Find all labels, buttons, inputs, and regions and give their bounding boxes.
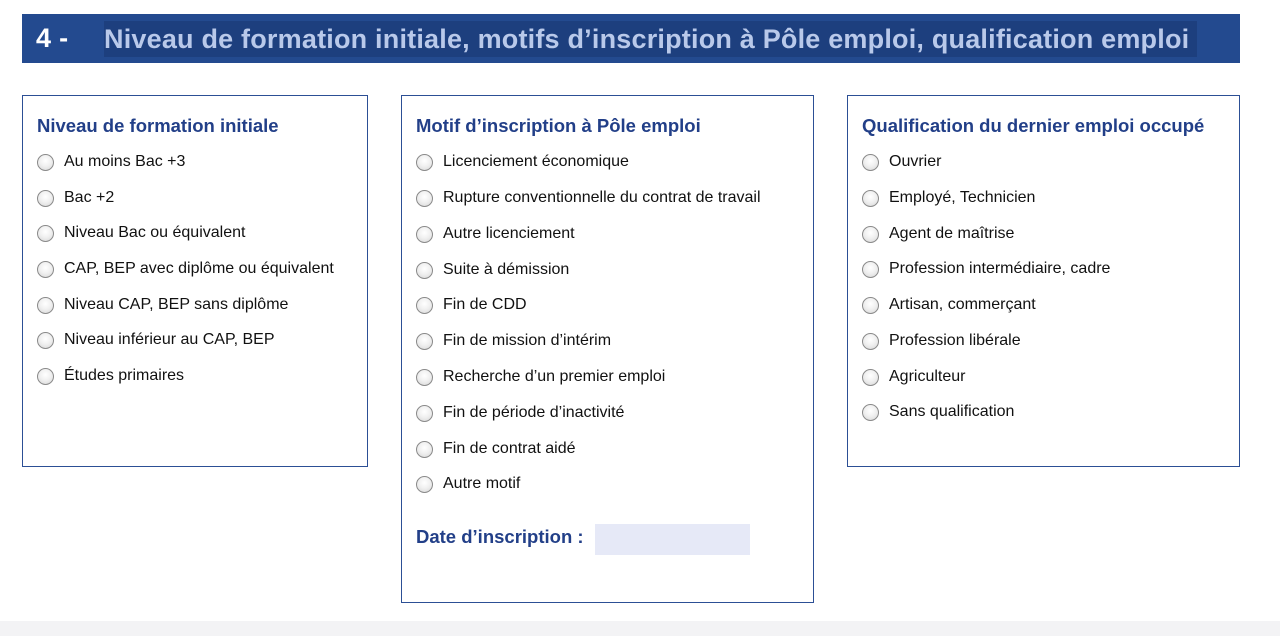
radio-label: Profession libérale <box>889 332 1021 349</box>
panel-title-formation: Niveau de formation initiale <box>37 115 279 136</box>
radio-button[interactable] <box>862 261 879 278</box>
radio-label: Fin de période d’inactivité <box>443 404 625 421</box>
radio-label: Autre licenciement <box>443 225 575 242</box>
radio-button[interactable] <box>862 226 879 243</box>
radio-option[interactable] <box>37 364 184 388</box>
panel-qualification <box>847 95 1240 467</box>
radio-label: Agriculteur <box>889 368 966 385</box>
radio-option[interactable] <box>416 186 761 210</box>
radio-label: Niveau inférieur au CAP, BEP <box>64 331 275 348</box>
radio-label: Suite à démission <box>443 261 570 278</box>
radio-button[interactable] <box>862 297 879 314</box>
radio-option[interactable] <box>416 365 665 389</box>
page-footer-band <box>0 621 1280 636</box>
radio-label: Employé, Technicien <box>889 189 1036 206</box>
radio-button[interactable] <box>416 441 433 458</box>
radio-button[interactable] <box>416 369 433 386</box>
radio-option[interactable] <box>37 150 185 174</box>
radio-label: Agent de maîtrise <box>889 225 1015 242</box>
radio-button[interactable] <box>37 190 54 207</box>
radio-button[interactable] <box>862 190 879 207</box>
radio-option[interactable] <box>416 472 520 496</box>
radio-button[interactable] <box>862 154 879 171</box>
date-inscription-field[interactable] <box>595 524 750 555</box>
radio-button[interactable] <box>416 333 433 350</box>
radio-option[interactable] <box>862 365 965 389</box>
radio-label: Niveau CAP, BEP sans diplôme <box>64 296 289 313</box>
radio-button[interactable] <box>37 225 54 242</box>
radio-label: Autre motif <box>443 475 521 492</box>
radio-label: Au moins Bac +3 <box>64 153 186 170</box>
radio-button[interactable] <box>416 405 433 422</box>
radio-label: Artisan, commerçant <box>889 296 1036 313</box>
radio-option[interactable] <box>37 293 288 317</box>
radio-label: Bac +2 <box>64 189 115 206</box>
radio-button[interactable] <box>37 154 54 171</box>
radio-option[interactable] <box>416 437 576 461</box>
radio-button[interactable] <box>862 404 879 421</box>
radio-option[interactable] <box>416 401 624 425</box>
radio-option[interactable] <box>862 257 1110 281</box>
radio-button[interactable] <box>416 476 433 493</box>
radio-label: Études primaires <box>64 367 185 384</box>
radio-button[interactable] <box>37 297 54 314</box>
radio-label: Fin de mission d’intérim <box>443 332 612 349</box>
radio-label: CAP, BEP avec diplôme ou équivalent <box>64 260 334 277</box>
radio-option[interactable] <box>862 400 1014 424</box>
radio-option[interactable] <box>862 150 941 174</box>
radio-option[interactable] <box>37 257 334 281</box>
radio-button[interactable] <box>37 368 54 385</box>
radio-option[interactable] <box>37 186 114 210</box>
radio-button[interactable] <box>37 261 54 278</box>
radio-option[interactable] <box>862 222 1014 246</box>
radio-option[interactable] <box>37 221 245 245</box>
radio-option[interactable] <box>416 258 569 282</box>
date-inscription-label: Date d’inscription : <box>416 526 584 547</box>
section-title-highlight <box>104 21 1197 57</box>
radio-button[interactable] <box>37 332 54 349</box>
radio-option[interactable] <box>862 293 1036 317</box>
panel-motif-inscription <box>401 95 814 603</box>
radio-option[interactable] <box>862 329 1021 353</box>
radio-button[interactable] <box>416 297 433 314</box>
radio-button[interactable] <box>862 369 879 386</box>
radio-label: Ouvrier <box>889 153 942 170</box>
radio-button[interactable] <box>862 333 879 350</box>
radio-button[interactable] <box>416 226 433 243</box>
radio-button[interactable] <box>416 154 433 171</box>
section-title: Niveau de formation initiale, motifs d’inscription à Pôle emploi, qualification emploi <box>104 24 1190 54</box>
panel-title-motif: Motif d’inscription à Pôle emploi <box>416 115 701 136</box>
radio-option[interactable] <box>416 222 575 246</box>
radio-label: Niveau Bac ou équivalent <box>64 224 246 241</box>
radio-option[interactable] <box>416 293 527 317</box>
radio-label: Rupture conventionnelle du contrat de travail <box>443 189 761 206</box>
radio-label: Profession intermédiaire, cadre <box>889 260 1111 277</box>
radio-label: Fin de contrat aidé <box>443 440 576 457</box>
radio-button[interactable] <box>416 190 433 207</box>
panel-title-qualification: Qualification du dernier emploi occupé <box>862 115 1205 136</box>
radio-option[interactable] <box>416 150 629 174</box>
radio-label: Fin de CDD <box>443 296 527 313</box>
section-number: 4 - <box>36 23 69 53</box>
radio-label: Sans qualification <box>889 403 1015 420</box>
section-header <box>22 14 1240 63</box>
radio-label: Recherche d’un premier emploi <box>443 368 666 385</box>
radio-label: Licenciement économique <box>443 153 629 170</box>
radio-button[interactable] <box>416 262 433 279</box>
panel-formation-initiale <box>22 95 368 467</box>
radio-option[interactable] <box>862 186 1035 210</box>
radio-option[interactable] <box>416 329 611 353</box>
radio-option[interactable] <box>37 328 274 352</box>
